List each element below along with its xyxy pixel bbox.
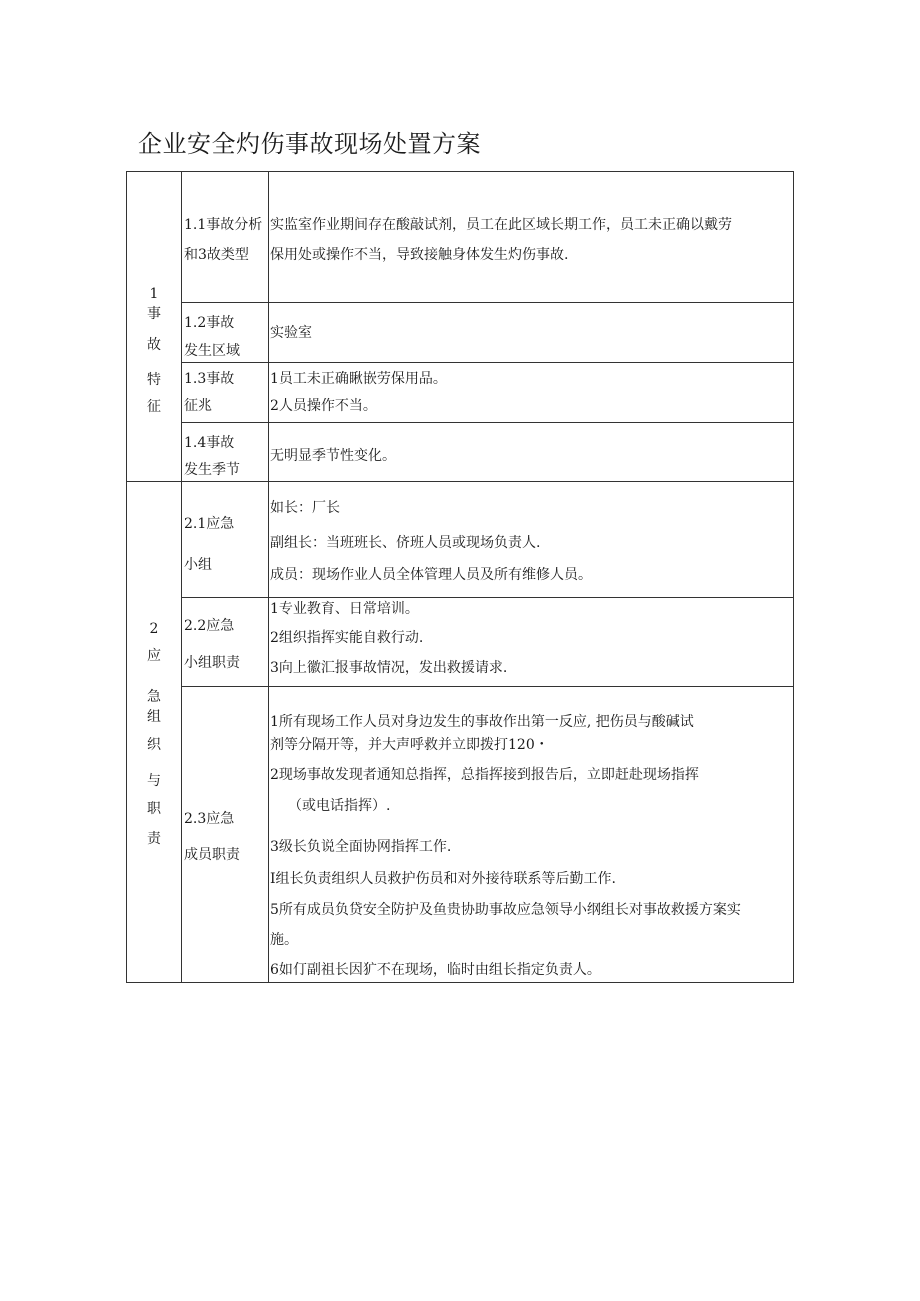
row-label: 2.3应急 bbox=[184, 811, 235, 827]
row-content-line: 1员工未正确瞅嵌劳保用品。 bbox=[270, 371, 447, 387]
row-content-line: 如长：厂长 bbox=[270, 500, 340, 516]
row-content-line: 2现场事故发现者通知总指挥，总指挥接到报告后，立即赶赴现场指挥 bbox=[270, 767, 699, 783]
row-content-line: I组长负责组织人员救护伤员和对外接待联系等后勤工作. bbox=[270, 871, 616, 887]
row-label: 发生季节 bbox=[184, 462, 240, 478]
section2-label-number: 2 bbox=[149, 621, 159, 637]
row-label: 1.1事故分析 bbox=[184, 217, 263, 233]
row-label: 成员职责 bbox=[184, 847, 240, 863]
section1-label-char: 征 bbox=[147, 399, 161, 415]
row-content-line: 3级长负说全面协网指挥工作. bbox=[270, 839, 452, 855]
row-content-line: 保用处或操作不当，导致接触身体发生灼伤事故. bbox=[270, 247, 569, 263]
row-content-line: 施。 bbox=[270, 932, 298, 948]
row-label: 小组职责 bbox=[184, 655, 240, 671]
row-label: 2.2应急 bbox=[184, 618, 235, 634]
row-content-line: 5所有成员负贷安全防护及鱼贵协助事故应急领导小纲组长对事故救援方案实 bbox=[270, 902, 741, 918]
row-content-line: 剂等分隔开等，并大声呼救并立即拨打120・ bbox=[270, 737, 549, 753]
row-label: 和3故类型 bbox=[184, 247, 249, 263]
row-content-line: 3向上徽汇报事故情况，发出救援请求. bbox=[270, 660, 508, 676]
section2-label-char: 急 bbox=[147, 689, 161, 705]
row-content-line: 无明显季节性变化。 bbox=[270, 448, 396, 464]
row-content-line: （或电话指挥）. bbox=[288, 798, 391, 814]
section1-label-number: 1 bbox=[149, 286, 159, 302]
section1-label-char: 特 bbox=[147, 372, 161, 388]
section2-label-char: 织 bbox=[147, 737, 161, 753]
row-content-line: 副组长：当班班长、侪班人员或现场负责人. bbox=[270, 535, 541, 551]
row-content-line: 实验室 bbox=[270, 325, 312, 341]
row-label: 1.2事故 bbox=[184, 315, 235, 331]
row-label: 发生区域 bbox=[184, 343, 240, 359]
section2-label-char: 组 bbox=[147, 709, 161, 725]
section2-label-char: 与 bbox=[147, 773, 161, 789]
page-title: 企业安全灼伤事故现场处置方案 bbox=[138, 130, 481, 158]
row-content-line: 2组织指挥实能自救行动. bbox=[270, 630, 424, 646]
row-label: 2.1应急 bbox=[184, 516, 235, 532]
row-content-line: 实监室作业期间存在酸敲试剂，员工在此区域长期工作，员工未正确以戴劳 bbox=[270, 217, 732, 233]
row-content-line: 1所有现场工作人员对身边发生的事故作出第一反应, 把伤员与酸碱试 bbox=[270, 714, 694, 730]
row-content-line: 成员：现场作业人员全体管理人员及所有维修人员。 bbox=[270, 567, 592, 583]
section2-label-char: 职 bbox=[147, 801, 161, 817]
section2-label-char: 责 bbox=[147, 831, 161, 847]
row-label: 1.3事故 bbox=[184, 371, 235, 387]
row-content-line: 2人员操作不当。 bbox=[270, 398, 377, 414]
section1-label-char: 事 bbox=[147, 306, 161, 322]
section2-label-char: 应 bbox=[147, 648, 161, 664]
row-content-line: 1专业教育、日常培训。 bbox=[270, 601, 419, 617]
section1-label-char: 故 bbox=[147, 337, 161, 353]
row-label: 1.4事故 bbox=[184, 435, 235, 451]
row-label: 小组 bbox=[184, 557, 212, 573]
row-label: 征兆 bbox=[184, 398, 212, 414]
row-content-line: 6如仃副祖长因犷不在现场，临时由组长指定负责人。 bbox=[270, 962, 601, 978]
